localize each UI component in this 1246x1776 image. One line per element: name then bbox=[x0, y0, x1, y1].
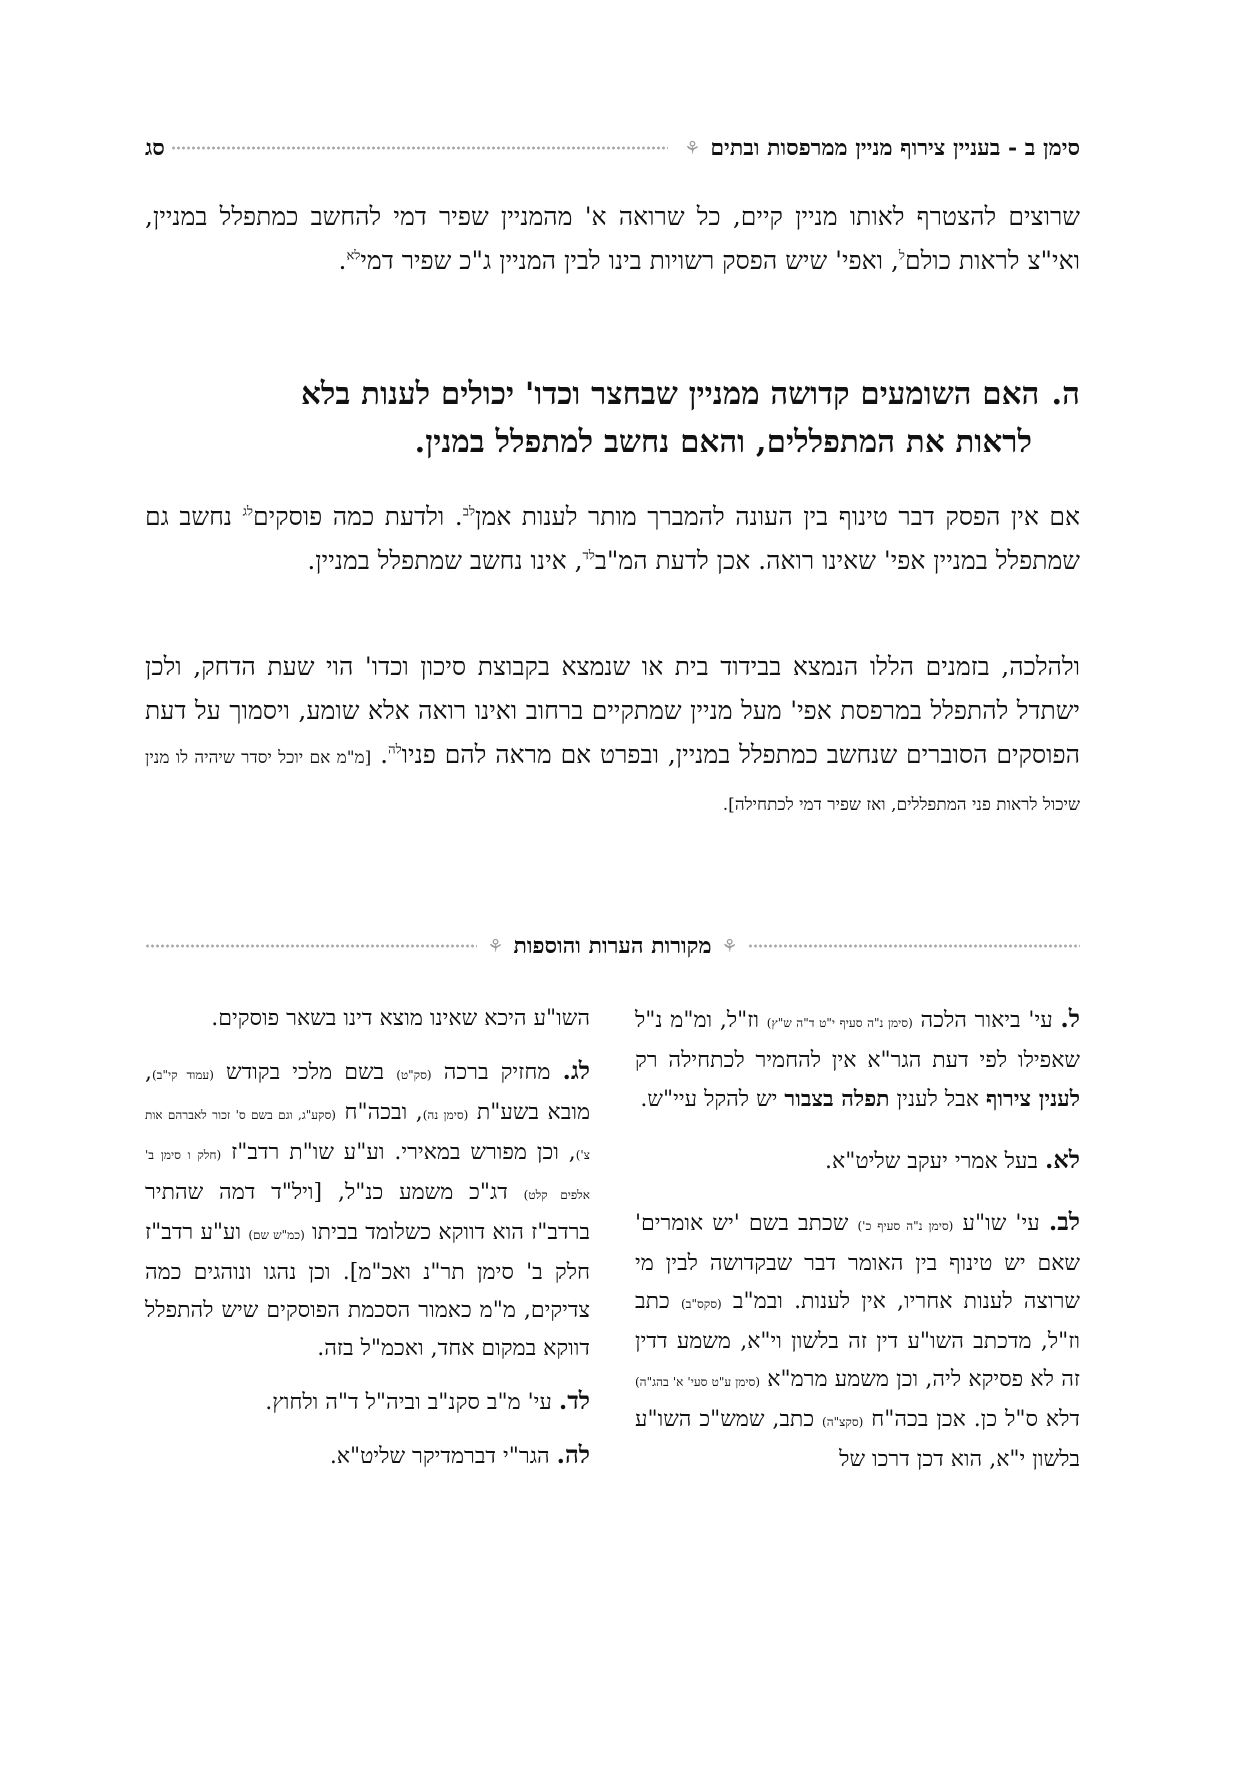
paragraph-text: , אינו נחשב שמתפלל במניין. bbox=[307, 546, 583, 575]
note-text: וז"ל, ומ"מ נ"ל שאפילו לפי דעת הגר"א אין להחמיר לכתחילה רק bbox=[635, 1008, 1080, 1073]
footnote-label: לא. bbox=[1045, 1145, 1080, 1174]
note-text: , וכן מפורש במאירי. וע"ע שו"ת רדב"ז bbox=[221, 1140, 576, 1165]
running-header bbox=[145, 128, 1080, 168]
heading-line-1: האם השומעים קדושה ממניין שבחצר וכדו' יכולים לענות בלא bbox=[301, 376, 1040, 412]
footnote-item bbox=[145, 1436, 590, 1476]
note-reference: (סקצ"ה) bbox=[822, 1415, 864, 1429]
dotted-rule bbox=[145, 944, 477, 948]
intro-paragraph bbox=[145, 195, 1080, 283]
fleuron-ornament-icon: ⚘ bbox=[684, 137, 701, 159]
note-reference: (סימן נ"ה סעיף כ') bbox=[857, 1219, 954, 1233]
footnote-item bbox=[635, 1000, 1080, 1119]
note-text: בשם מלכי בקודש bbox=[213, 1060, 397, 1085]
footnote-label: לב. bbox=[1048, 1207, 1080, 1236]
footnote-label: לה. bbox=[556, 1440, 590, 1469]
note-text: וע"ע רדב"ז חלק ב' סימן תר"נ ואכ"מ]. וכן נהגו ונוהגים כמה צדיקים, מ"מ כאמור הסכמת הפוסקים שיש להתפלל דווקא במקום אחד, ואכמ"ל בזה. bbox=[145, 1220, 590, 1361]
footnote-item bbox=[635, 1203, 1080, 1479]
fleuron-ornament-icon: ⚘ bbox=[721, 935, 738, 957]
footnote-item bbox=[145, 1382, 590, 1422]
note-text: אבל לענין bbox=[889, 1087, 986, 1112]
note-text: עי' שו"ע bbox=[953, 1211, 1049, 1236]
note-text: הגר"י דברמדיקר שליט"א. bbox=[329, 1444, 557, 1469]
note-reference: (סק"ט) bbox=[396, 1068, 432, 1082]
footnote-marker[interactable]: לה bbox=[388, 742, 402, 758]
notes-title: מקורות הערות והוספות bbox=[513, 933, 712, 959]
note-reference: (סקע"ג, וגם בשם ס' זכור לאברהם אות צ') bbox=[145, 1108, 590, 1162]
note-text: , ובכה"ח bbox=[335, 1100, 423, 1125]
notes-section-header bbox=[145, 928, 1080, 964]
note-text: עי' מ"ב סקנ"ב וביה"ל ד"ה ולחוץ. bbox=[265, 1390, 559, 1415]
footnote-marker[interactable]: לא bbox=[346, 248, 361, 264]
note-text: שכתב בשם 'יש אומרים' שאם יש טינוף בין האומר דבר שבקדושה לבין מי שרוצה לענות אחריו, אין לענות. ובמ"ב bbox=[635, 1211, 1080, 1314]
note-reference: (סימן ע"ט סעי' א' בהג"ה) bbox=[635, 1375, 761, 1389]
footnote-marker[interactable]: לג bbox=[242, 504, 253, 520]
notes-column-left bbox=[145, 1000, 590, 1490]
note-text: דלא ס"ל כן. אכן בכה"ח bbox=[863, 1407, 1080, 1432]
section-heading bbox=[145, 370, 1080, 466]
note-text: כתב וז"ל, מדכתב השו"ע דין זה בלשון וי"א, משמע דדין זה לא פסיקא ליה, וכן משמע מרמ"א bbox=[635, 1289, 1080, 1392]
footnote-item bbox=[635, 1141, 1080, 1181]
note-text: יש להקל עיי"ש. bbox=[640, 1087, 785, 1112]
note-text: מחזיק ברכה bbox=[431, 1060, 563, 1085]
notes-column-right bbox=[635, 1000, 1080, 1493]
note-text: דג"כ משמע כנ"ל, [ויל"ד דמה שהתיר ברדב"ז הוא דווקא כשלומד בביתו bbox=[145, 1180, 590, 1245]
note-emphasis: לענין צירוף bbox=[985, 1086, 1080, 1112]
note-reference: (כמ"ש שם) bbox=[248, 1228, 305, 1242]
paragraph-text: ולהלכה, בזמנים הללו הנמצא בבידוד בית או שנמצא בקבוצת סיכון וכדו' הוי שעת הדחק, ולכן ישתדל להתפלל במרפסת אפי' מעל מניין שמתקיים ברחוב ואינו רואה אלא שומע, ויסמוך על דעת הפוסקים הסוברים שנחשב כמתפלל במניין, ובפרט אם מראה להם פניו bbox=[145, 652, 1080, 769]
note-text: השו"ע היכא שאינו מוצא דינו בשאר פוסקים. bbox=[211, 1006, 590, 1031]
section-number: ה. bbox=[1051, 376, 1080, 412]
footnote-marker[interactable]: ל bbox=[898, 248, 906, 264]
paragraph-text: . ולדעת כמה פוסקים bbox=[252, 502, 463, 531]
note-text: בעל אמרי יעקב שליט"א. bbox=[825, 1149, 1045, 1174]
note-reference: (סימן נה) bbox=[422, 1108, 469, 1122]
page-number: סג bbox=[145, 135, 165, 161]
paragraph-text: אם אין הפסק דבר טינוף בין העונה להמברך מותר לענות אמן bbox=[475, 502, 1081, 531]
note-text: כתב, שמש"כ השו"ע בלשון י"א, הוא דכן דרכו של bbox=[635, 1407, 1080, 1472]
paragraph-text: , ואפי' שיש הפסק רשויות בינו לבין המניין ג"כ שפיר דמי bbox=[360, 246, 899, 275]
paragraph-text: שרוצים להצטרף לאותו מניין קיים, כל שרואה א' מהמניין שפיר דמי להחשב כמתפלל במניין, ואי"צ לראות כולם bbox=[145, 202, 1080, 275]
paragraph-text: . bbox=[371, 740, 389, 769]
footnote-label: לד. bbox=[558, 1386, 590, 1415]
footnote-marker[interactable]: לד bbox=[582, 548, 595, 564]
paragraph-text: נחשב גם שמתפלל במניין אפי' שאינו רואה. אכן לדעת המ"ב bbox=[145, 502, 1080, 575]
running-title: סימן ב - בעניין צירוף מניין ממרפסות ובתים bbox=[710, 135, 1080, 161]
paragraph-text: . bbox=[338, 246, 347, 275]
footnote-item bbox=[145, 1052, 590, 1368]
fleuron-ornament-icon: ⚘ bbox=[487, 935, 504, 957]
footnote-label: לג. bbox=[562, 1056, 590, 1085]
note-reference: (עמוד קי"ב) bbox=[152, 1068, 214, 1082]
dotted-rule bbox=[748, 944, 1080, 948]
footnote-label: ל. bbox=[1060, 1004, 1081, 1033]
bracketed-note: [מ"מ אם יוכל יסדר שיהיה לו מנין שיכול לראות פני המתפללים, ואז שפיר דמי לכתחילה]. bbox=[145, 748, 1080, 815]
note-reference: (סקס"ב) bbox=[680, 1297, 722, 1311]
note-reference: (חלק ו סימן ב' אלפים קלט) bbox=[145, 1148, 590, 1202]
paragraph-3 bbox=[145, 645, 1080, 827]
paragraph-2 bbox=[145, 495, 1080, 583]
note-text: , מובא בשע"ת bbox=[145, 1060, 590, 1125]
footnote-continuation bbox=[145, 1000, 590, 1038]
heading-line-2: לראות את המתפללים, והאם נחשב למתפלל במנין. bbox=[414, 424, 1032, 460]
dotted-rule bbox=[171, 146, 668, 150]
note-emphasis: תפלה בצבור bbox=[784, 1086, 890, 1112]
note-reference: (סימן נ"ה סעיף י"ט ד"ה ש"ץ) bbox=[766, 1016, 913, 1030]
note-text: עי' ביאור הלכה bbox=[912, 1008, 1061, 1033]
footnote-marker[interactable]: לב bbox=[462, 504, 476, 520]
